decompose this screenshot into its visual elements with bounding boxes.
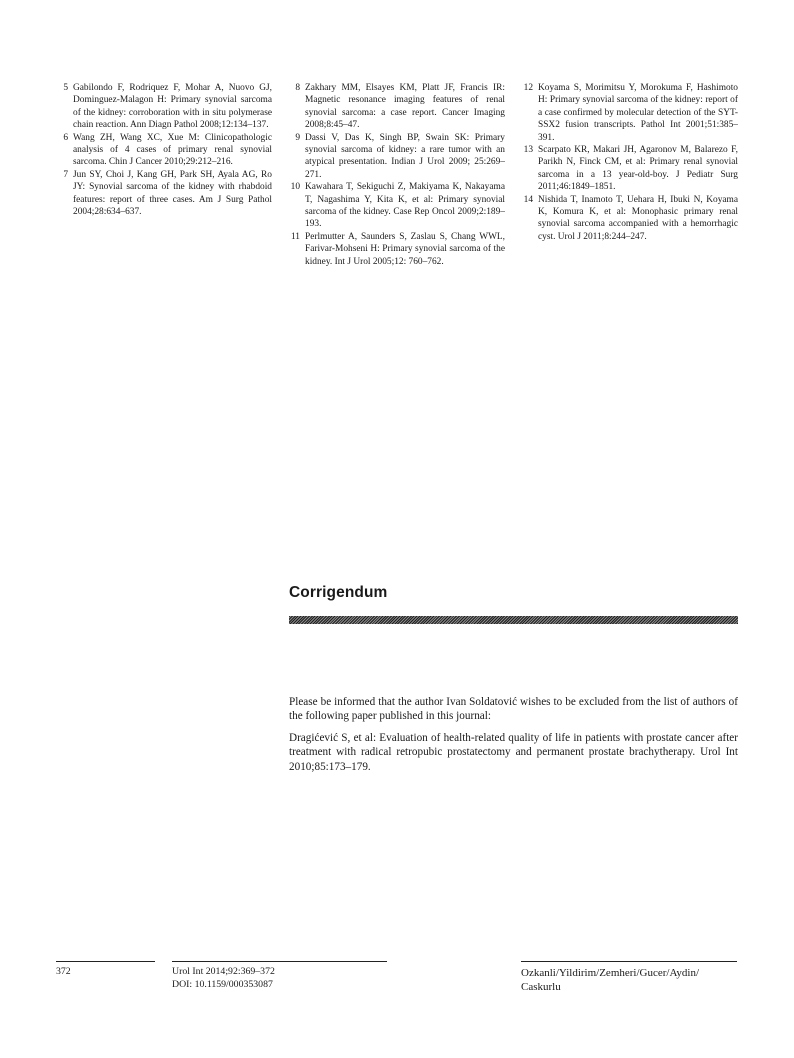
doi: DOI: 10.1159/000353087 (172, 978, 273, 990)
reference-text: Dassi V, Das K, Singh BP, Swain SK: Primary synovial sarcoma of kidney: a rare tumor with an atypical presentation. Indian J Urol 2009; 25:269–271. (305, 132, 505, 180)
footer-rule-middle (172, 961, 387, 962)
reference-text: Nishida T, Inamoto T, Uehara H, Ibuki N, Koyama K, Komura K, et al: Monophasic primary renal synovial sarcoma accompanied with a hemorrhagic cyst. Urol J 2011;8:244–247. (538, 194, 738, 242)
reference-number: 9 (295, 132, 300, 143)
reference-number: 10 (290, 182, 300, 193)
reference-text: Zakhary MM, Elsayes KM, Platt JF, Francis IR: Magnetic resonance imaging features of renal synovial sarcoma: a case report. Cancer Imaging 2008;8:45–47. (305, 83, 505, 131)
corrigendum-notice: Please be informed that the author Ivan Soldatović wishes to be excluded from the list of authors of the following paper published in this journal: (289, 696, 738, 723)
journal-citation: Urol Int 2014;92:369–372 (172, 966, 275, 977)
reference-text: Koyama S, Morimitsu Y, Morokuma F, Hashimoto H: Primary synovial sarcoma of the kidney: report of a case confirmed by molecular detection of the SYT-SSX2 fusion transcripts. Pathol Int 2001;51:385–391. (538, 83, 738, 143)
corrigendum-citation: Dragićević S, et al: Evaluation of health-related quality of life in patients with prostate cancer after treatment with radical retropubic prostatectomy and permanent prostate brachytherapy. Urol Int 2010;85:173–179. (289, 731, 738, 773)
reference-item (56, 132, 272, 169)
reference-number: 7 (63, 169, 68, 180)
reference-number: 12 (523, 83, 533, 93)
reference-number: 13 (523, 145, 533, 156)
reference-item (288, 82, 505, 132)
corrigendum-divider-bar (289, 616, 738, 624)
reference-text: Perlmutter A, Saunders S, Zaslau S, Chang WWL, Farivar-Mohseni H: Primary synovial sarcoma of the kidney. Int J Urol 2005;12: 760–762. (305, 231, 505, 267)
running-authors: Ozkanli/Yildirim/Zemheri/Gucer/Aydin/ Caskurlu (521, 967, 700, 993)
reference-text: Jun SY, Choi J, Kang GH, Park SH, Ayala AG, Ro JY: Synovial sarcoma of the kidney with rhabdoid features: report of three cases. Am J Surg Pathol 2004;28:634–637. (73, 169, 272, 218)
reference-item (521, 144, 738, 194)
corrigendum-body (289, 695, 738, 781)
reference-number: 11 (290, 231, 300, 242)
corrigendum-title: Corrigendum (289, 584, 388, 601)
reference-item (288, 231, 505, 268)
reference-text: Gabilondo F, Rodriquez F, Mohar A, Nuovo GJ, Dominguez-Malagon H: Primary synovial sarcoma of the kidney: corroboration with in situ polymerase chain reaction. Ann Diagn Pathol 2008;12:134–137. (73, 83, 272, 131)
reference-text: Kawahara T, Sekiguchi Z, Makiyama K, Nakayama T, Nagashima Y, Kita K, et al: Primary synovial sarcoma of the kidney. Case Rep Oncol 2009;2:189–193. (305, 182, 505, 230)
reference-item (521, 194, 738, 244)
reference-item (56, 169, 272, 219)
reference-item (288, 132, 505, 182)
reference-item (56, 82, 272, 132)
reference-number: 6 (63, 132, 68, 143)
journal-citation-block (172, 966, 275, 991)
reference-column-3 (521, 82, 738, 243)
reference-text: Wang ZH, Wang XC, Xue M: Clinicopathologic analysis of 4 cases of primary renal synovial sarcoma. Chin J Cancer 2010;29:212–216. (73, 132, 272, 168)
reference-text: Scarpato KR, Makari JH, Agaronov M, Balarezo F, Parikh N, Finck CM, et al: Primary renal synovial sarcoma in a 13 year-old-boy. J Pediatr Surg 2011;46:1849–1851. (538, 145, 738, 193)
reference-number: 8 (295, 83, 300, 93)
page-number: 372 (56, 966, 71, 977)
reference-item (288, 181, 505, 231)
reference-column-1 (56, 82, 272, 218)
reference-item (521, 82, 738, 144)
reference-number: 5 (63, 83, 68, 93)
reference-column-2 (288, 82, 505, 268)
reference-number: 14 (523, 194, 533, 205)
footer-rule-right (521, 961, 737, 962)
footer-rule-left (56, 961, 155, 962)
